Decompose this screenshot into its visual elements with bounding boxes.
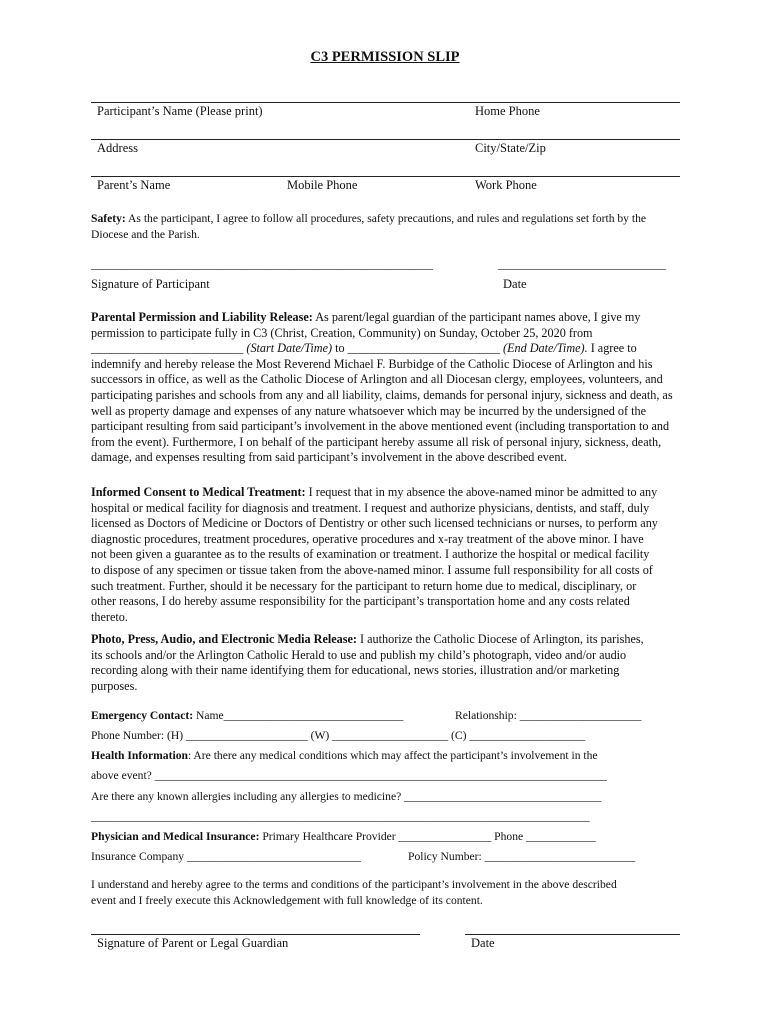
home-phone-label: Home Phone bbox=[475, 104, 540, 118]
work-phone-label: Work Phone bbox=[475, 178, 537, 192]
address-label: Address bbox=[97, 141, 138, 155]
form-title: C3 PERMISSION SLIP bbox=[310, 49, 460, 65]
safety-paragraph bbox=[91, 211, 727, 242]
emergency-phone-numbers[interactable]: Phone Number: (H) _____________________ (W) ____________________ (C) ____________________ bbox=[91, 729, 586, 742]
address-line[interactable] bbox=[91, 139, 680, 140]
emergency-relationship[interactable]: Relationship: _____________________ bbox=[455, 709, 642, 722]
emergency-contact-name[interactable]: Emergency Contact: Name_______________________________ bbox=[91, 709, 404, 722]
emergency-heading: Emergency Contact: bbox=[91, 709, 194, 722]
start-date-label: (Start Date/Time) bbox=[246, 341, 333, 356]
guardian-signature-line[interactable] bbox=[91, 934, 420, 935]
participant-signature-blank[interactable]: _________________________________________________________ bbox=[91, 257, 433, 271]
mobile-phone-label: Mobile Phone bbox=[287, 178, 358, 192]
agreement-paragraph: I understand and hereby agree to the terms and conditions of the participant’s involvement in the above described event and I freely execute this Acknowledgement with full knowledge of its content. bbox=[91, 878, 617, 907]
medical-heading: Informed Consent to Medical Treatment: bbox=[91, 485, 306, 499]
physician-provider-line[interactable]: Physician and Medical Insurance: Primary Healthcare Provider ________________ Phone ____________ bbox=[91, 830, 596, 843]
safety-heading: Safety: bbox=[91, 212, 126, 225]
participant-name-label: Participant’s Name (Please print) bbox=[97, 104, 263, 118]
participant-name-line[interactable] bbox=[91, 102, 680, 103]
insurance-company-blank[interactable]: Insurance Company ______________________________ bbox=[91, 850, 361, 863]
health-heading: Health Information bbox=[91, 749, 188, 762]
parental-permission-paragraph: Parental Permission and Liability Release: As parent/legal guardian of the participant names above, I give my permission to participate fully in C3 (Christ, Creation, Community) on Sunday, October 25, 2020 from _________________________ (Start Date/Time) to _________________________ (End Date/Time). I agree to indemnify and hereby release the Most Reverend Michael F. Burbidge of the Catholic Diocese of Arlington and his successors in office, as well as the Catholic Diocese of Arlington and all Diocesan clergy, employees, volunteers, and participating parishes and schools from any and all liability, claims, demands for personal injury, sickness and death, as well as property damage and expenses of any nature whatsoever which may be incurred by the undersigned of the participant resulting from said participant’s involvement in the above mentioned event (including transportation to and from the event). Furthermore, I on behalf of the participant hereby assume all risk of personal injury, sickness, death, damage, and expenses resulting from said participant’s involvement in the above described event. bbox=[91, 310, 673, 465]
media-release-paragraph: Photo, Press, Audio, and Electronic Media Release: I authorize the Catholic Diocese of Arlington, its parishes, its schools and/or the Arlington Catholic Herald to use and publish my child’s photograph, video and/or audio recording along with their name identifying them for educational, news stories, illustration and/or marketing purposes. bbox=[91, 632, 644, 693]
city-state-zip-label: City/State/Zip bbox=[475, 141, 546, 155]
guardian-signature-label: Signature of Parent or Legal Guardian bbox=[97, 936, 289, 950]
safety-text-1: As the participant, I agree to follow all procedures, safety precautions, and rules and regulations set forth by the bbox=[125, 212, 647, 225]
health-conditions-blank[interactable]: above event? ______________________________________________________________________________ bbox=[91, 769, 607, 782]
health-info-line-1: Health Information: Are there any medical conditions which may affect the participant’s involvement in the bbox=[91, 749, 598, 762]
participant-signature-label: Signature of Participant bbox=[91, 277, 210, 291]
guardian-date-label: Date bbox=[471, 936, 495, 950]
medical-consent-paragraph: Informed Consent to Medical Treatment: I request that in my absence the above-named minor be admitted to any hospital or medical facility for diagnosis and treatment. I request and authorize physicians, dentists, and staff, duly licensed as Doctors of Medicine or Doctors of Dentistry or other such licensed technicians or nurses, to perform any diagnostic procedures, treatment procedures, operative procedures and x-ray treatment of the above minor. I have not been given a guarantee as to the results of examination or treatment. I authorize the hospital or medical facility to dispose of any specimen or tissue taken from the above-named minor. I assume full responsibility for all costs of such treatment. Further, should it be necessary for the participant to return home due to medical, disciplinary, or other reasons, I do hereby assume responsibility for the participant’s transportation home and any costs related thereto. bbox=[91, 485, 658, 624]
parent-name-label: Parent’s Name bbox=[97, 178, 171, 192]
parental-heading: Parental Permission and Liability Release: bbox=[91, 310, 313, 324]
end-date-blank[interactable]: _________________________ bbox=[347, 341, 500, 356]
allergies-blank[interactable]: Are there any known allergies including any allergies to medicine? __________________________________ bbox=[91, 790, 602, 803]
guardian-date-line[interactable] bbox=[465, 934, 680, 935]
start-date-blank[interactable]: _________________________ bbox=[91, 341, 244, 356]
participant-date-label: Date bbox=[503, 277, 527, 291]
allergies-extra-blank[interactable]: ______________________________________________________________________________________ bbox=[91, 810, 590, 823]
parent-name-line[interactable] bbox=[91, 176, 680, 177]
participant-date-blank[interactable]: ____________________________ bbox=[498, 257, 666, 271]
safety-text-2: Diocese and the Parish. bbox=[91, 227, 200, 241]
policy-number-blank[interactable]: Policy Number: __________________________ bbox=[408, 850, 636, 863]
physician-heading: Physician and Medical Insurance: bbox=[91, 830, 260, 843]
media-heading: Photo, Press, Audio, and Electronic Media Release: bbox=[91, 632, 357, 646]
end-date-label: (End Date/Time). bbox=[503, 341, 588, 356]
